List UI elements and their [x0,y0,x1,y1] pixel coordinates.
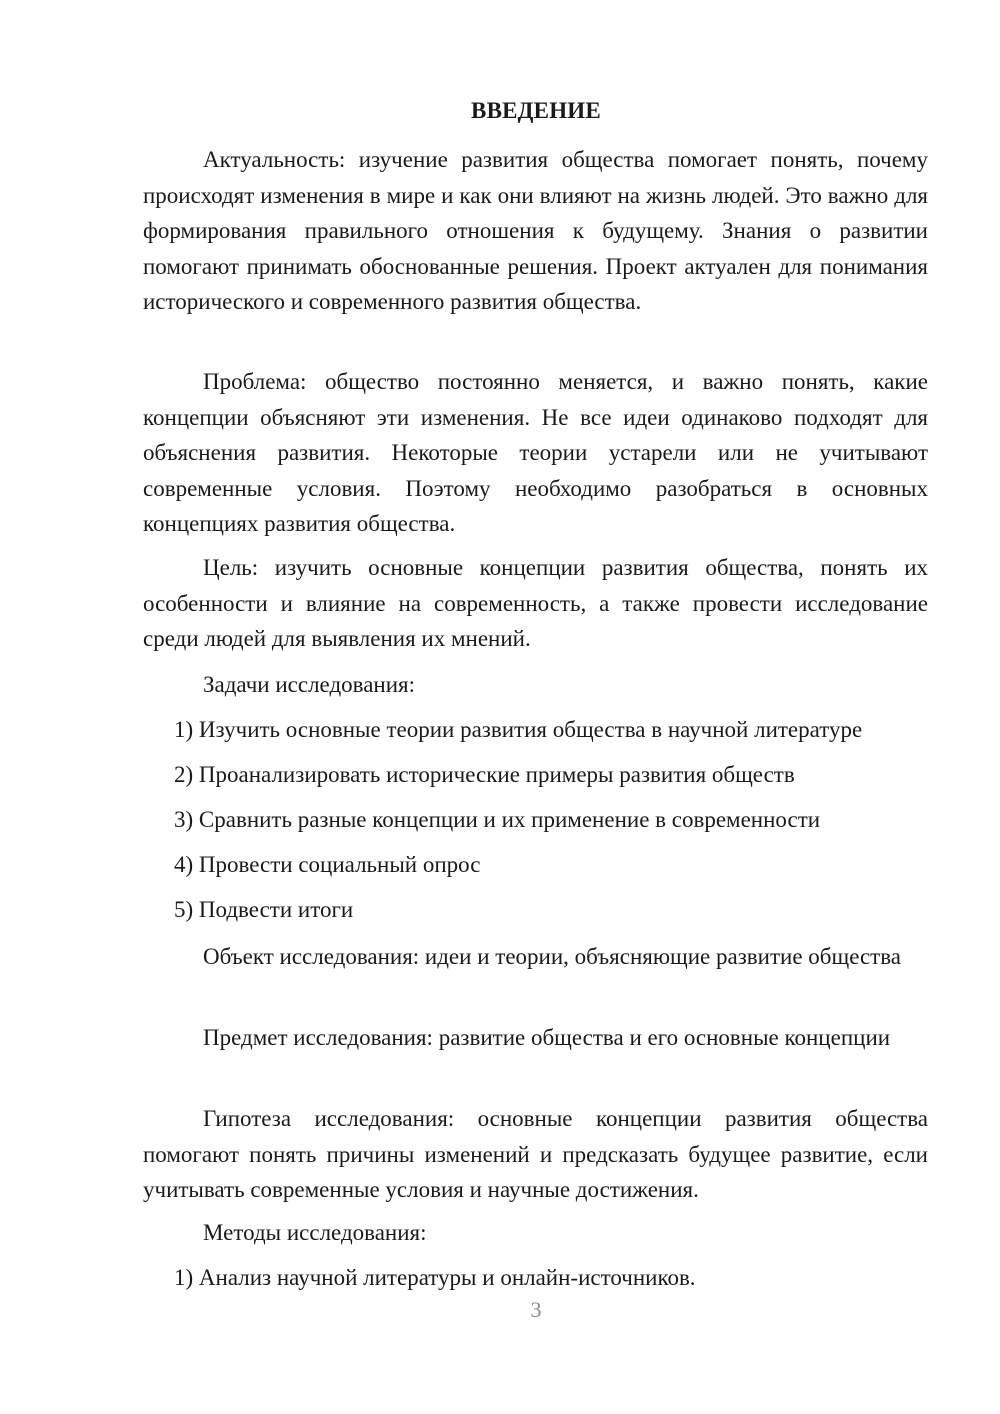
paragraph-object: Объект исследования: идеи и теории, объясняющие развитие общества [203,944,901,969]
task-item-4: 4) Провести социальный опрос [174,852,481,877]
paragraph-problem: Проблема: общество постоянно меняется, и важно понять, какие концепции объясняют эти изменения. Не все идеи одинаково подходят для объяснения развития. Некоторые теории устарели или не учитывают современные условия. Поэтому необходимо разобраться в основных концепциях развития общества. [143,369,928,536]
paragraph-hypothesis: Гипотеза исследования: основные концепции развития общества помогают понять причины изменений и предсказать будущее развитие, если учитывать современные условия и научные достижения. [143,1106,928,1202]
task-item-1: 1) Изучить основные теории развития общества в научной литературе [174,717,863,742]
section-heading: ВВЕДЕНИЕ [471,98,601,123]
paragraph-relevance: Актуальность: изучение развития общества помогает понять, почему происходят изменения в мире и как они влияют на жизнь людей. Это важно для формирования правильного отношения к будущему. Знания о развитии помогают принимать обоснованные решения. Проект актуален для понимания исторического и современного развития общества. [143,147,928,314]
task-item-5: 5) Подвести итоги [174,897,354,922]
task-item-2: 2) Проанализировать исторические примеры развития обществ [174,762,795,787]
methods-label: Методы исследования: [203,1220,427,1245]
paragraph-subject: Предмет исследования: развитие общества и его основные концепции [203,1025,891,1050]
task-item-3: 3) Сравнить разные концепции и их применение в современности [174,807,821,832]
tasks-label: Задачи исследования: [203,672,416,697]
method-item-1: 1) Анализ научной литературы и онлайн-источников. [174,1265,696,1290]
paragraph-goal: Цель: изучить основные концепции развития общества, понять их особенности и влияние на современность, а также провести исследование среди людей для выявления их мнений. [143,555,928,651]
page-number: 3 [530,1297,542,1322]
